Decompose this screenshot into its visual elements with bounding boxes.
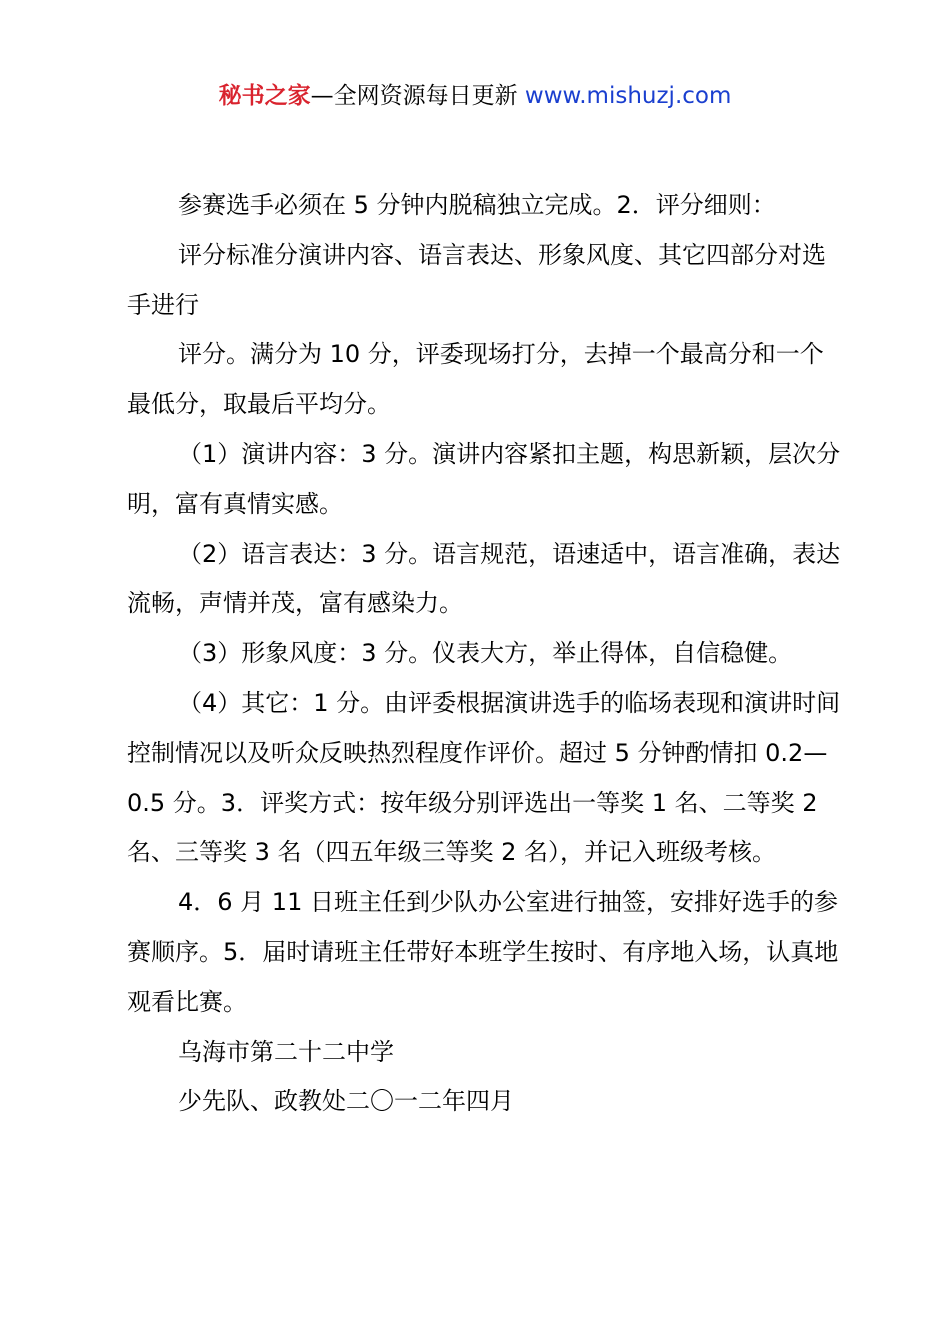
paragraph-language-criteria: （2）语言表达：3 分。语言规范，语速适中，语言准确，表达流畅，声情并茂，富有感染力。 — [127, 539, 841, 618]
brand-name: 秘书之家 — [218, 83, 311, 109]
signature-school: 乌海市第二十二中学 — [178, 1037, 394, 1066]
paragraph-scoring-standard: 评分标准分演讲内容、语言表达、形象风度、其它四部分对选手进行 — [127, 240, 826, 319]
paragraph-scoring-method: 评分。满分为 10 分，评委现场打分，去掉一个最高分和一个最低分，取最后平均分。 — [127, 340, 824, 419]
site-url-link[interactable]: www.mishuzj.com — [524, 83, 732, 109]
paragraph-appearance-criteria: （3）形象风度：3 分。仪表大方，举止得体，自信稳健。 — [178, 639, 793, 668]
document-body — [127, 181, 847, 1127]
paragraph-other-criteria: （4）其它：1 分。由评委根据演讲选手的临场表现和演讲时间控制情况以及听众反映热烈程度作评价。超过 5 分钟酌情扣 0.2—0.5 分。3．评奖方式：按年级分别评选出一等奖 1 名、二等奖 2 名、三等奖 3 名（四五年级三等奖 2 名），并记入班级考核。 — [127, 688, 841, 867]
header-tagline: —全网资源每日更新 — [310, 83, 525, 109]
paragraph-content-criteria: （1）演讲内容：3 分。演讲内容紧扣主题，构思新颖，层次分明，富有真情实感。 — [127, 439, 841, 518]
paragraph-arrangements: 4．6 月 11 日班主任到少队办公室进行抽签，安排好选手的参赛顺序。5．届时请班主任带好本班学生按时、有序地入场，认真地观看比赛。 — [127, 888, 839, 1016]
page-header — [0, 80, 950, 112]
signature-department-date: 少先队、政教处二〇一二年四月 — [178, 1087, 514, 1116]
paragraph-rules-intro: 参赛选手必须在 5 分钟内脱稿独立完成。2．评分细则： — [178, 191, 776, 219]
